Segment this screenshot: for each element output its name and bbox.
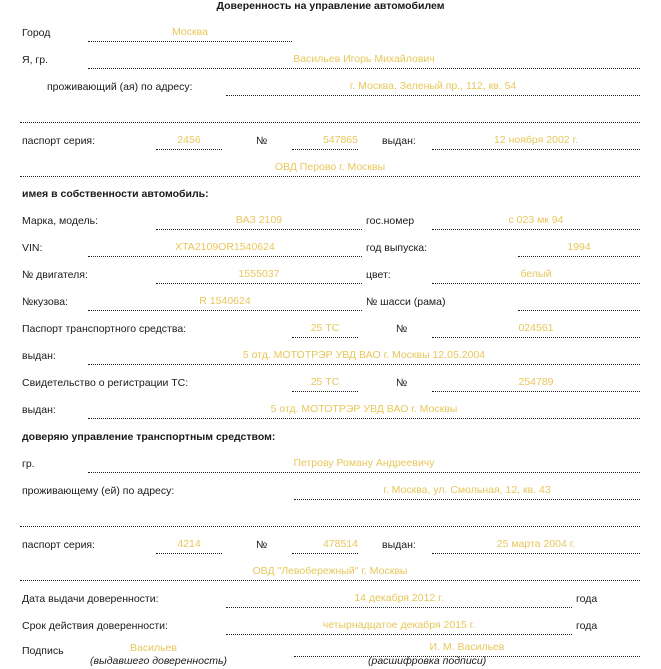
trustee-name-label: гр. (22, 458, 35, 470)
owner-passport-issuer-value: ОВД Перово г. Москвы (274, 161, 386, 173)
pts-series-value: 25 ТС (310, 322, 340, 334)
reg-issued-label: выдан: (22, 404, 56, 416)
reg-issuer-value: 5 отд. МОТОТРЭР УВД ВАО г. Москвы (270, 403, 458, 415)
plate-label: гос.номер (366, 215, 415, 227)
owner-passport-date-value: 12 ноября 2002 г. (494, 134, 578, 146)
body-field[interactable] (88, 296, 362, 311)
pts-number-value: 024561 (518, 322, 554, 334)
validity-label: Срок действия доверенности: (22, 620, 168, 632)
owner-passport-number-label: № (256, 135, 268, 147)
vin-field[interactable] (88, 242, 362, 257)
model-value: ВАЗ 2109 (235, 214, 283, 226)
trustee-passport-series-value: 4214 (177, 538, 201, 550)
reg-number-label: № (396, 377, 408, 389)
owner-passport-series-value: 2456 (177, 134, 201, 146)
trustee-address-line2[interactable] (20, 512, 640, 527)
year-label: год выпуска: (366, 242, 428, 254)
decoding-value: И. М. Васильев (429, 641, 505, 653)
owner-address-line2[interactable] (20, 108, 640, 123)
engine-value: 1555037 (238, 268, 280, 280)
owner-address-field[interactable] (226, 81, 640, 96)
validity-field[interactable] (226, 620, 572, 635)
trustee-name-field[interactable] (88, 458, 640, 473)
trustee-passport-label: паспорт серия: (22, 539, 96, 551)
trustee-address-value: г. Москва, ул. Смольная, 12, кв. 43 (383, 484, 551, 496)
signature-label: Подпись (22, 645, 64, 657)
body-label: №кузова: (22, 296, 68, 308)
model-field[interactable] (156, 215, 362, 230)
trustee-name-value: Петрову Роману Андреевичу (293, 457, 435, 469)
owner-passport-number-field[interactable] (292, 135, 358, 150)
owner-passport-number-value: 547865 (322, 134, 358, 146)
issue-date-label: Дата выдачи доверенности: (22, 593, 159, 605)
reg-issuer-field[interactable] (88, 404, 640, 419)
signature-note: (выдавшего доверенность) (90, 655, 228, 667)
owner-name-field[interactable] (88, 54, 640, 69)
plate-value: с 023 мк 94 (508, 214, 564, 226)
trustee-passport-number-field[interactable] (292, 539, 358, 554)
body-value: R 1540624 (199, 295, 251, 307)
owner-name-label: Я, гр. (22, 54, 49, 66)
year-value: 1994 (567, 241, 591, 253)
city-value: Москва (172, 26, 208, 38)
trustee-heading: доверяю управление транспортным средством: (22, 431, 276, 443)
color-label: цвет: (366, 269, 391, 281)
engine-field[interactable] (156, 269, 362, 284)
city-label: Город (22, 27, 51, 39)
vehicle-heading: имея в собственности автомобиль: (22, 188, 209, 200)
trustee-issued-label: выдан: (382, 539, 416, 551)
reg-label: Свидетельство о регистрации ТС: (22, 377, 189, 389)
pts-issuer-field[interactable] (88, 350, 640, 365)
pts-series-field[interactable] (292, 323, 358, 338)
plate-field[interactable] (432, 215, 640, 230)
decoding-note: (расшифровка подписи) (368, 655, 487, 667)
trustee-passport-number-label: № (256, 539, 268, 551)
vin-label: VIN: (22, 242, 43, 254)
engine-label: № двигателя: (22, 269, 88, 281)
pts-issuer-value: 5 отд. МОТОТРЭР УВД ВАО г. Москвы 12.05.2004 (242, 349, 486, 361)
vin-value: XTA2109OR1540624 (175, 241, 275, 253)
owner-issued-label: выдан: (382, 135, 416, 147)
trustee-address-field[interactable] (294, 485, 640, 500)
reg-series-field[interactable] (292, 377, 358, 392)
chassis-field[interactable] (518, 296, 640, 311)
pts-label: Паспорт транспортного средства: (22, 323, 187, 335)
pts-issued-label: выдан: (22, 350, 56, 362)
pts-number-label: № (396, 323, 408, 335)
year-field[interactable] (518, 242, 640, 257)
color-field[interactable] (432, 269, 640, 284)
chassis-label: № шасси (рама) (366, 296, 446, 308)
validity-value: четырнадцатое декабря 2015 г. (322, 619, 476, 631)
issue-year-word: года (576, 593, 598, 605)
trustee-address-label: проживающему (ей) по адресу: (22, 485, 175, 497)
owner-passport-issuer-field[interactable] (20, 162, 640, 177)
model-label: Марка, модель: (22, 215, 99, 227)
trustee-passport-number-value: 478514 (322, 538, 358, 550)
document-title: Доверенность на управление автомобилем (216, 0, 445, 12)
owner-name-value: Васильев Игорь Михайлович (293, 53, 435, 65)
trustee-passport-issuer-value: ОВД "Левобережный" г. Москвы (252, 565, 408, 577)
trustee-passport-date-value: 25 марта 2004 г. (496, 538, 576, 550)
owner-passport-label: паспорт серия: (22, 135, 96, 147)
reg-number-value: 254789 (518, 376, 554, 388)
issue-date-field[interactable] (226, 593, 572, 608)
pts-number-field[interactable] (432, 323, 640, 338)
signature-value: Васильев (130, 642, 177, 654)
validity-year-word: года (576, 620, 598, 632)
trustee-passport-date-field[interactable] (432, 539, 640, 554)
owner-passport-date-field[interactable] (432, 135, 640, 150)
owner-address-value: г. Москва, Зеленый пр., 112, кв. 54 (349, 80, 517, 92)
city-field[interactable] (88, 27, 292, 42)
reg-series-value: 25 ТС (310, 376, 340, 388)
reg-number-field[interactable] (432, 377, 640, 392)
color-value: белый (520, 268, 552, 280)
trustee-passport-issuer-field[interactable] (20, 566, 640, 581)
owner-address-label: проживающий (ая) по адресу: (47, 81, 193, 93)
issue-date-value: 14 декабря 2012 г. (354, 592, 444, 604)
owner-passport-series-field[interactable] (156, 135, 222, 150)
trustee-passport-series-field[interactable] (156, 539, 222, 554)
